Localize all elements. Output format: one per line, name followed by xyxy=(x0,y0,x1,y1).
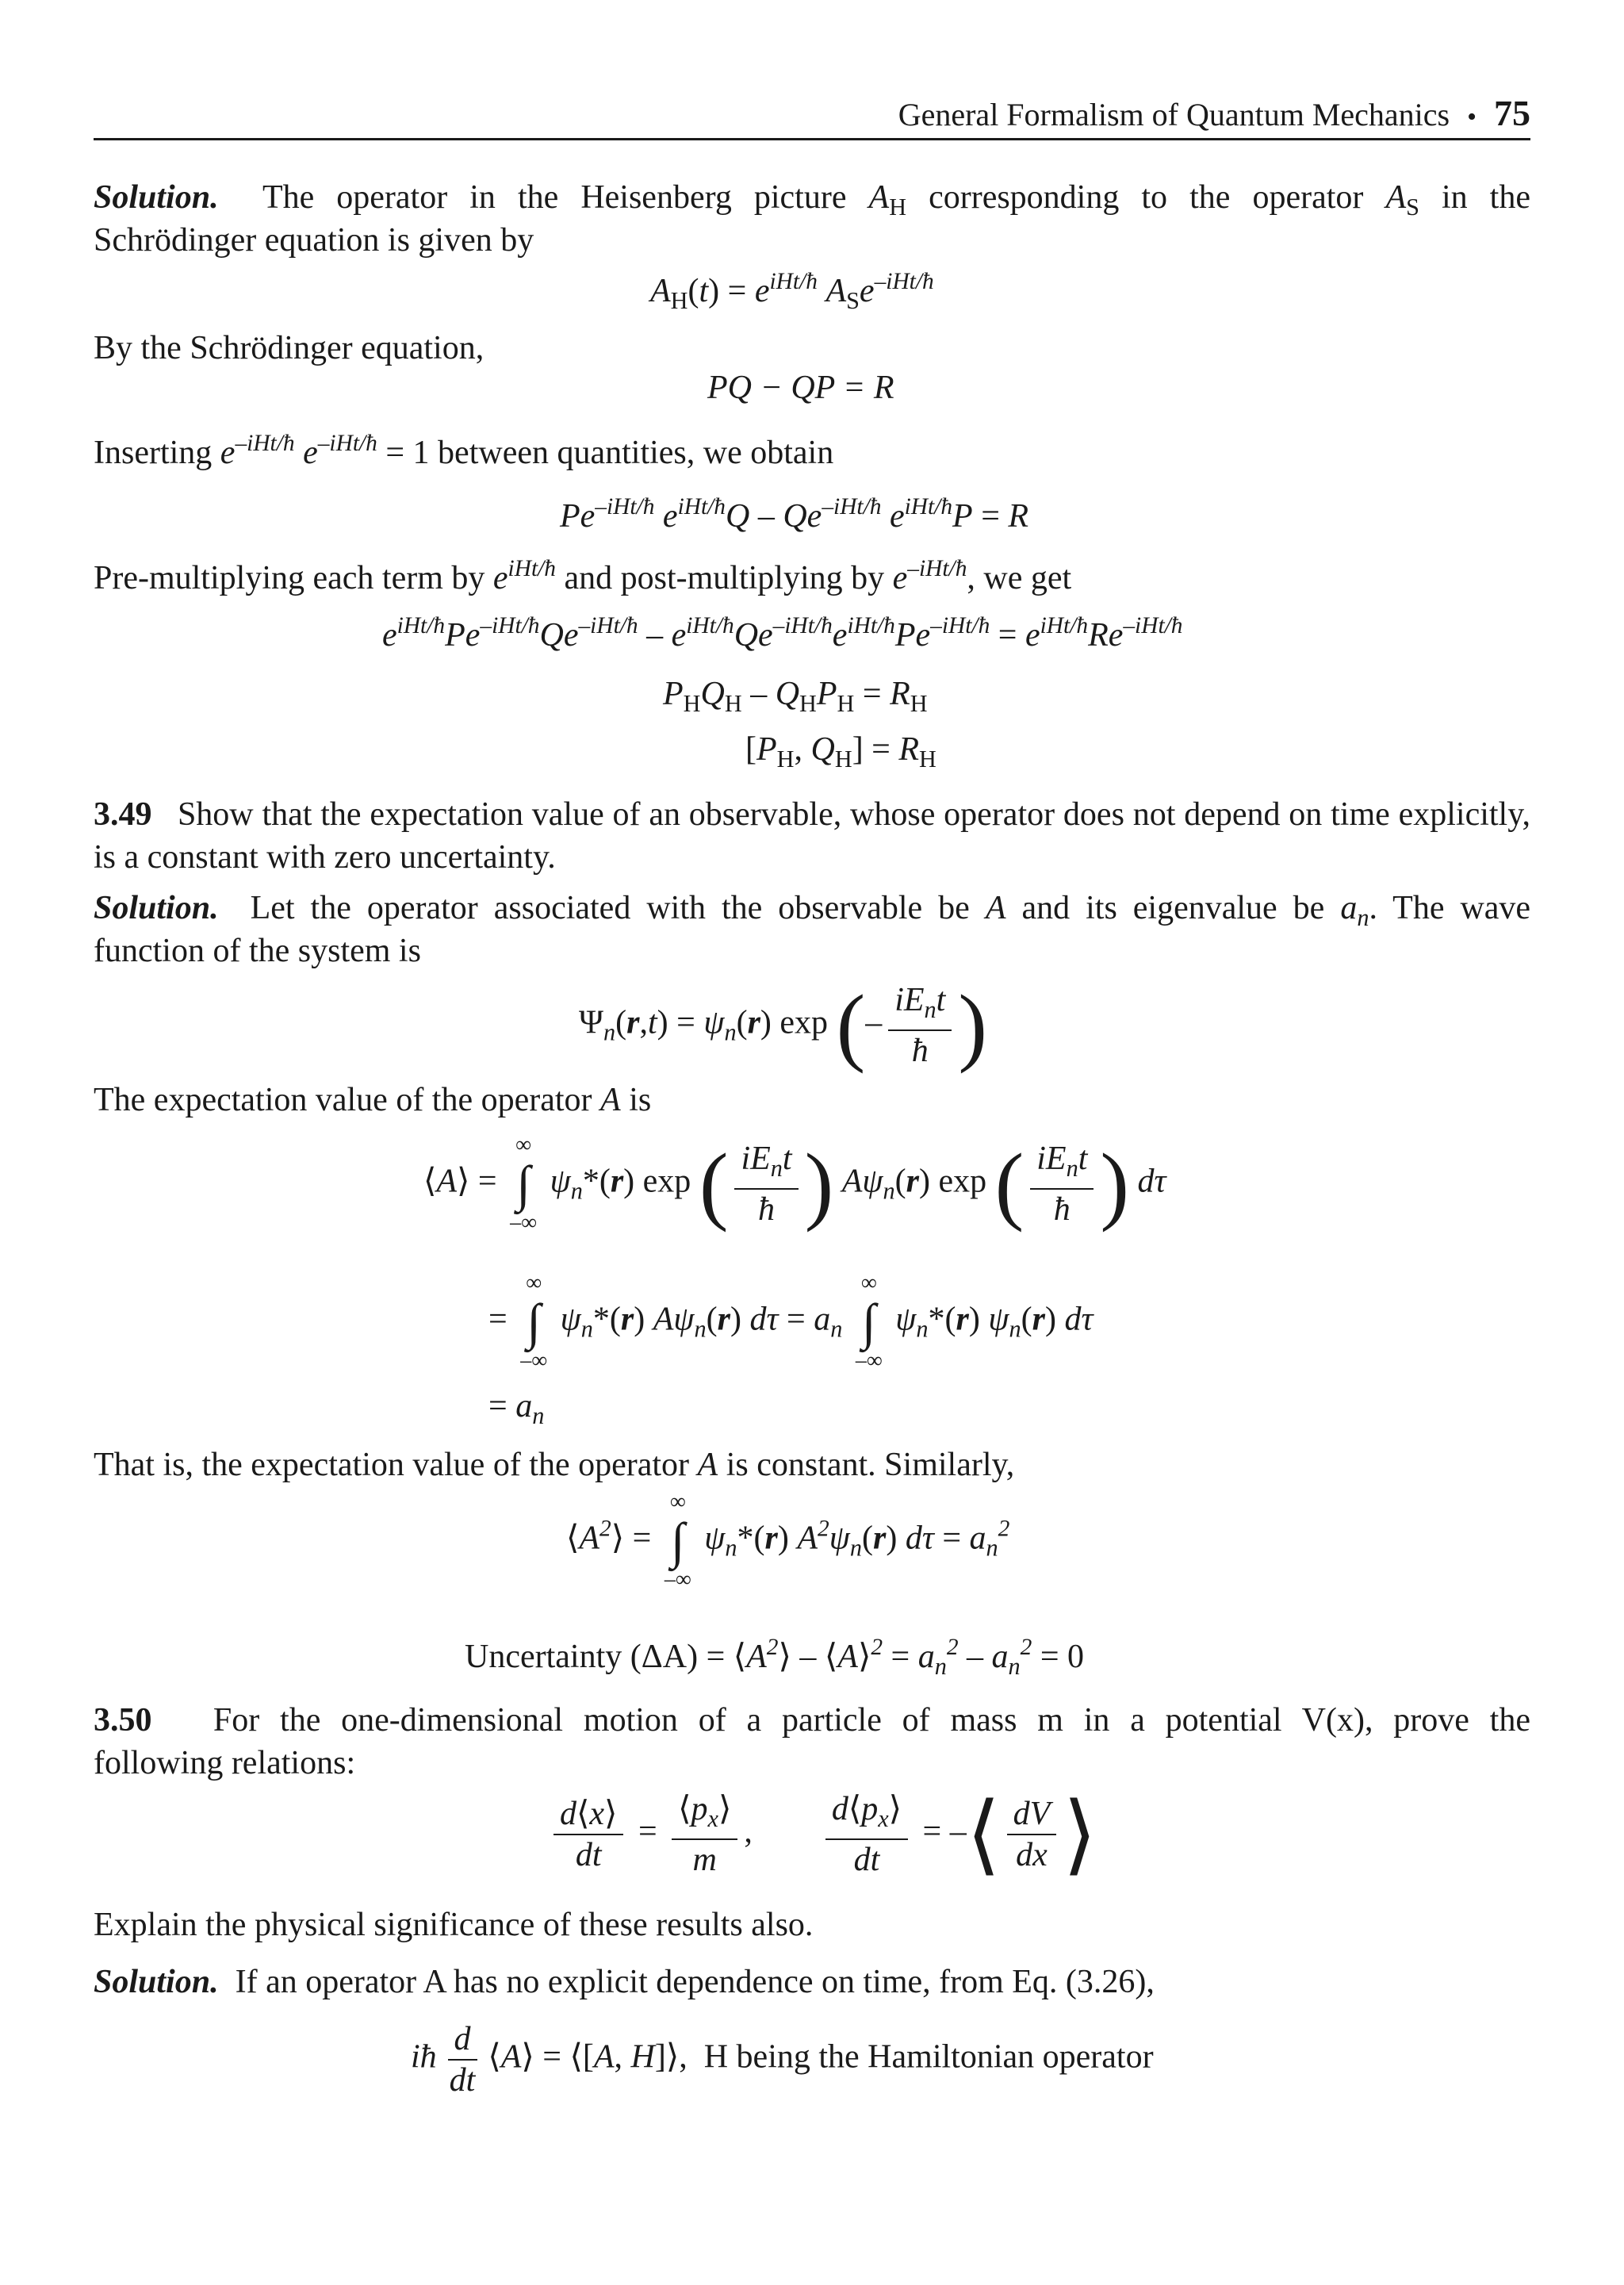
premultiplied-equation: $e^{iHt/ħ}Pe^{-iHt/ħ}Qe^{-iHt/ħ} - e^{iHt/ħ}Qe^{-iHt/ħ}e^{iHt/ħ}Pe^{-iHt/ħ} = e^{iHt/ħ}Re^{-iHt/ħ}$ xyxy=(382,613,1183,654)
solution-348-line1: Solution. The operator in the Heisenberg picture $A_H$ corresponding to the operator $A_S$ in the xyxy=(94,179,1530,221)
solution-349-line1: Solution. Let the operator associated with the observable be A and its eigenvalue be $a_n$. The wave xyxy=(94,890,1531,932)
solution-349-line2: function of the system is xyxy=(94,933,421,969)
inserting-line: Inserting $e^{-iHt/ħ}$ $e^{-iHt/ħ} = 1$ between quantities, we obtain xyxy=(94,431,834,472)
expectation-squared-integral: $⟨A^2⟩$ = ∞ ∫ –∞ $\psi_n*(r)$ $A^2\psi_n(r) d\tau = a_n^2$ xyxy=(566,1489,1010,1592)
time-derivative-equation: iħ $\frac{d}{dt}$ ⟨A⟩ = ⟨[A, H]⟩, H being the Hamiltonian operator xyxy=(411,2021,1154,2099)
heisenberg-commutator-2: [$P_H$, $Q_H] = R_H$ xyxy=(745,731,936,773)
wavefunction-equation: $\Psi_n(r,t) = \psi_n(r)$ exp (– $\frac{iE_nt}{ħ}$ ) xyxy=(579,977,987,1075)
expectation-integral-2: = ∞ ∫ –∞ $\psi_n*(r)$ $A\psi_n(r) d\tau = a_n$ ∞ ∫ –∞ $\psi_n*(r)$ $\psi_n(r)$ dτ xyxy=(488,1271,1094,1373)
schrodinger-line: By the Schrödinger equation, xyxy=(94,330,485,366)
problem-349 xyxy=(94,793,1530,879)
header-bullet: • xyxy=(1467,102,1477,132)
heisenberg-commutator-1: $P_HQ_H - Q_HP_H = R_H$ xyxy=(663,676,928,718)
expectation-line: The expectation value of the operator A is xyxy=(94,1082,652,1118)
uncertainty-equation: Uncertainty $(\Delta A) = ⟨A^2⟩$ – ⟨A⟩$^2$ = $a_n^2 - a_n^2 = 0$ xyxy=(465,1635,1085,1681)
inserted-equation: $Pe^{-iHt/ħ}$ $e^{iHt/ħ}Q - Qe^{-iHt/ħ}$ $e^{iHt/ħ}P = R$ xyxy=(560,494,1029,535)
commutator-equation: PQ − QP = R xyxy=(707,370,894,406)
solution-350-line: Solution. If an operator A has no explicit dependence on time, from Eq. (3.26), xyxy=(94,1964,1155,2000)
ehrenfest-relations: $\frac{d⟨x⟩}{dt}$ = $\frac{⟨p_x⟩}{m}$ , $\frac{d⟨p_x⟩}{dt}$ = –⟨ $\frac{dV}{dx}$ ⟩ xyxy=(547,1789,1097,1880)
page-number: 75 xyxy=(1494,93,1530,133)
solution-348-line2: Schrödinger equation is given by xyxy=(94,222,534,259)
problem-number-350: 3.50 xyxy=(94,1702,152,1739)
heisenberg-operator-equation: $A_H(t) = e^{iHt/ħ}$ $A_Se^{-iHt/ħ}$ xyxy=(650,269,934,315)
problem-349-statement: Show that the expectation value of an observable, whose operator does not depend on time explicitly, is a constant with zero uncertainty. xyxy=(94,796,1530,876)
problem-number-349: 3.49 xyxy=(94,796,152,833)
running-header xyxy=(94,89,1530,140)
expectation-result: = $a_n$ xyxy=(488,1388,545,1430)
expectation-integral-1: ⟨A⟩ = ∞ ∫ –∞ $\psi_n*(r)$ exp ( $\frac{iE_nt}{ħ}$ ) $A\psi_n(r)$ exp ( $\frac{iE_nt}{ħ}$ ) dτ xyxy=(423,1133,1166,1235)
constant-line: That is, the expectation value of the operator A is constant. Similarly, xyxy=(94,1447,1015,1483)
premultiplying-line: Pre-multiplying each term by $e^{iHt/ħ}$ and post-multiplying by $e^{-iHt/ħ}$, we get xyxy=(94,556,1072,597)
explain-line: Explain the physical significance of these results also. xyxy=(94,1907,814,1943)
header-title: General Formalism of Quantum Mechanics xyxy=(898,97,1450,132)
solution-label: Solution. xyxy=(94,179,219,216)
problem-350-line2: following relations: xyxy=(94,1745,356,1781)
problem-350-line1: 3.50 For the one-dimensional motion of a particle of mass m in a potential V(x), prove the xyxy=(94,1702,1530,1739)
